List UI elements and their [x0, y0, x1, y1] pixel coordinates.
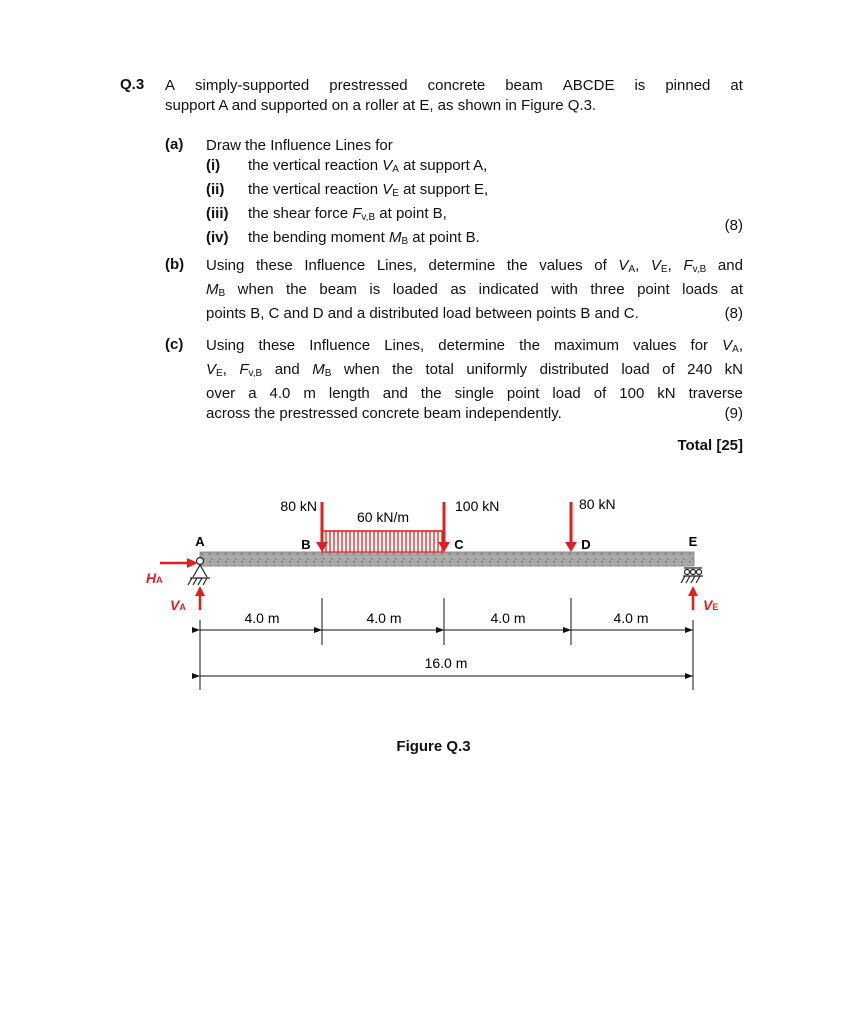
part-b-word: three — [590, 281, 625, 298]
load-label-b: 80 kN — [280, 498, 317, 514]
part-b-word: at — [730, 281, 743, 298]
figure-caption: Figure Q.3 — [396, 738, 471, 755]
part-c-marks: (9) — [724, 405, 743, 422]
reaction-label-ha — [146, 570, 163, 586]
part-b-marks: (8) — [724, 305, 743, 322]
udl-block — [322, 531, 444, 552]
part-c-word: $F_{v,B}$ — [239, 361, 263, 379]
part-c-word: values — [633, 337, 677, 354]
part-b-word: $M_B$ — [206, 281, 226, 299]
part-c-word: over — [206, 385, 236, 402]
part-c-word: 4.0 — [269, 385, 291, 402]
part-c-word: traverse — [688, 385, 743, 402]
part-c-word: single — [454, 385, 494, 402]
reaction-arrow-va — [195, 586, 205, 610]
part-b-word: point — [637, 281, 670, 298]
part-c-word: the — [392, 361, 414, 378]
part-c-line-4-text: across the prestressed concrete beam independently. — [206, 405, 562, 422]
intro-word: is — [634, 77, 646, 94]
part-b-label: (b) — [165, 256, 185, 273]
va-subscript: A — [179, 602, 186, 612]
part-c-word: uniformly — [466, 361, 528, 378]
part-c-word: for — [690, 337, 709, 354]
part-c-word: a — [248, 385, 257, 402]
part-a-lead: Draw the Influence Lines for — [206, 137, 393, 154]
part-a-item-number: (iii) — [206, 205, 229, 222]
span-label-ab: 4.0 m — [244, 610, 280, 626]
intro-word: beam — [505, 77, 543, 94]
intro-word: ABCDE — [562, 77, 615, 94]
part-c-word: 100 — [619, 385, 645, 402]
part-b-word: as — [450, 281, 467, 298]
part-c-word: Influence — [309, 337, 371, 354]
part-b-word: loads — [682, 281, 718, 298]
part-c-word: $V_A$, — [722, 337, 743, 355]
span-label-cd: 4.0 m — [490, 610, 526, 626]
part-a-item-number: (i) — [206, 157, 221, 174]
part-c-word: point — [506, 385, 540, 402]
part-c-word: of — [662, 361, 675, 378]
reaction-label-ve — [703, 597, 718, 613]
intro-word: simply-supported — [195, 77, 310, 94]
part-c-word: kN — [657, 385, 676, 402]
part-b-word: $F_{v,B}$ — [683, 257, 707, 275]
part-c-label: (c) — [165, 336, 184, 353]
part-c-word: load — [621, 361, 650, 378]
ve-symbol: V — [703, 597, 713, 613]
part-c-word: $M_B$ — [312, 361, 332, 379]
part-b-word: beam — [319, 281, 357, 298]
load-arrow-c — [438, 502, 450, 552]
ve-subscript: E — [712, 602, 719, 612]
part-c-word: of — [593, 385, 607, 402]
part-c-word: Using — [206, 337, 245, 354]
point-label-d: D — [581, 537, 591, 552]
load-arrow-b — [316, 502, 328, 552]
total-span-label: 16.0 m — [424, 655, 468, 671]
part-c-word: maximum — [554, 337, 620, 354]
part-b-word: and — [717, 257, 743, 274]
reaction-arrow-ve — [688, 586, 698, 610]
part-a-item-text: the vertical reaction $V_A$ at support A, — [248, 157, 488, 175]
part-c-word: total — [425, 361, 454, 378]
point-label-a: A — [195, 534, 205, 549]
part-a-item-text: the vertical reaction $V_E$ at support E, — [248, 181, 489, 199]
part-c-word: these — [258, 337, 296, 354]
part-b-word: values — [539, 257, 583, 274]
part-c-word: kN — [724, 361, 743, 378]
part-c-word: length — [328, 385, 370, 402]
point-label-c: C — [454, 537, 464, 552]
part-b-word: loaded — [392, 281, 438, 298]
roller-support-e — [681, 568, 703, 583]
part-b-word: with — [551, 281, 578, 298]
intro-word: at — [730, 77, 743, 94]
part-a-marks: (8) — [724, 217, 743, 234]
beam — [200, 552, 694, 566]
part-b-word: $V_A$, — [618, 257, 640, 275]
ha-subscript: A — [156, 575, 163, 585]
part-c-word: m — [303, 385, 316, 402]
part-c-word: 240 — [687, 361, 713, 378]
part-a-item-text: the bending moment $M_B$ at point B. — [248, 229, 480, 247]
part-c-word: Lines, — [384, 337, 425, 354]
reaction-arrow-ha — [160, 558, 198, 568]
part-b-word: the — [506, 257, 528, 274]
part-b-word: Using — [206, 257, 245, 274]
part-a-label: (a) — [165, 136, 184, 153]
part-b-word: these — [255, 257, 293, 274]
intro-word: pinned — [665, 77, 711, 94]
part-b-word: when — [237, 281, 274, 298]
part-c-word: the — [519, 337, 540, 354]
part-b-word: indicated — [478, 281, 539, 298]
part-b-line-3-text: points B, C and D and a distributed load between points B and C. — [206, 305, 639, 322]
total-marks: Total [25] — [677, 437, 743, 454]
part-c-word: distributed — [539, 361, 609, 378]
intro-line-2: support A and supported on a roller at E, as shown in Figure Q.3. — [165, 97, 597, 114]
point-label-e: E — [688, 534, 698, 549]
intro-word: concrete — [427, 77, 486, 94]
part-b-word: $V_E$, — [650, 257, 672, 275]
part-c-word: load — [552, 385, 581, 402]
va-symbol: V — [170, 597, 180, 613]
load-arrow-d — [565, 502, 577, 552]
part-c-word: determine — [438, 337, 505, 354]
load-label-c: 100 kN — [455, 498, 500, 514]
part-b-word: the — [286, 281, 307, 298]
load-label-udl: 60 kN/m — [356, 509, 410, 525]
part-b-word: Influence — [304, 257, 366, 274]
span-label-de: 4.0 m — [613, 610, 649, 626]
span-label-bc: 4.0 m — [366, 610, 402, 626]
part-a-item-number: (iv) — [206, 229, 229, 246]
part-c-word: when — [343, 361, 380, 378]
question-number: Q.3 — [120, 76, 145, 93]
load-label-d: 80 kN — [579, 496, 616, 512]
part-b-word: is — [369, 281, 381, 298]
reaction-label-va — [170, 597, 186, 613]
intro-word: prestressed — [329, 77, 408, 94]
ha-symbol: H — [146, 570, 157, 586]
point-label-b: B — [301, 537, 311, 552]
part-a-item-number: (ii) — [206, 181, 225, 198]
part-b-word: Lines, — [376, 257, 417, 274]
part-c-word: and — [382, 385, 408, 402]
part-a-item-text: the shear force $F_{v,B}$ at point B, — [248, 205, 447, 223]
part-b-word: determine — [428, 257, 496, 274]
intro-word: A — [165, 77, 176, 94]
part-c-word: the — [420, 385, 442, 402]
part-b-word: of — [594, 257, 607, 274]
part-c-word: $V_E$, — [206, 361, 227, 379]
part-c-word: and — [274, 361, 300, 378]
